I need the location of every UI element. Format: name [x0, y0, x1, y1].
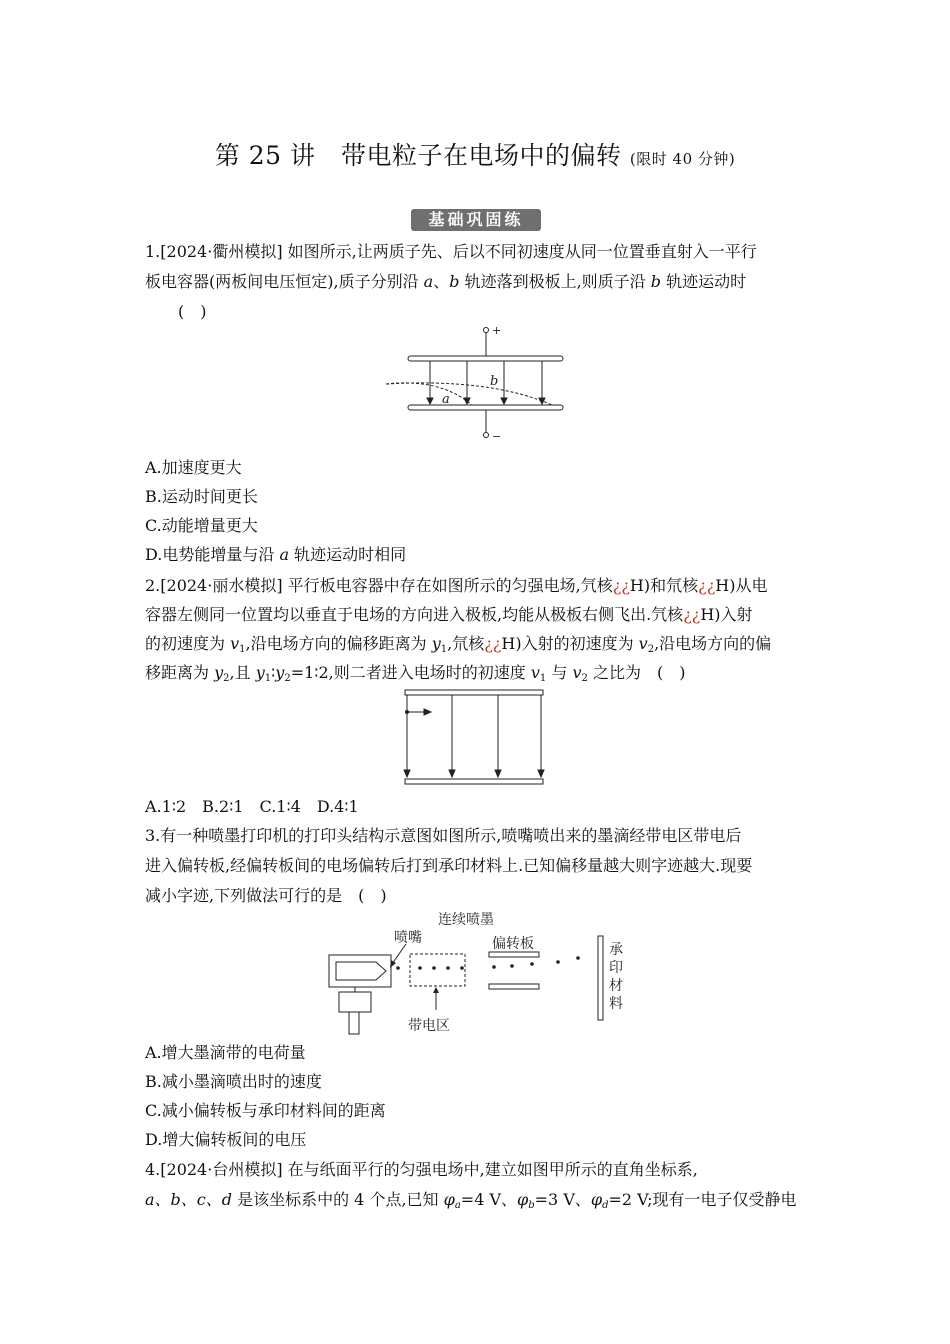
q3-option-c: C.减小偏转板与承印材料间的距离: [145, 1101, 386, 1120]
material-char-3: 材: [609, 978, 623, 994]
q3-option-a: A.增大墨滴带的电荷量: [145, 1043, 306, 1062]
title-time-limit: (限时 40 分钟): [629, 150, 736, 168]
q2-field-figure: [400, 688, 548, 788]
material-char-2: 印: [609, 960, 623, 976]
q3-option-b: B.减小墨滴喷出时的速度: [145, 1072, 322, 1091]
minus-sign: −: [492, 430, 502, 443]
q3-line-2: 进入偏转板,经偏转板间的电场偏转后打到承印材料上.已知偏移量越大则字迹越大.现要: [145, 856, 753, 875]
nozzle-label: 喷嘴: [394, 930, 422, 946]
q3-line-1: 3.有一种喷墨打印机的打印头结构示意图如图所示,喷嘴喷出来的墨滴经带电区带电后: [145, 826, 742, 845]
q1-option-a: A.加速度更大: [145, 458, 242, 477]
q3-inkjet-figure: [322, 906, 632, 1036]
charging-zone-label: 带电区: [408, 1018, 450, 1034]
q1-option-b: B.运动时间更长: [145, 487, 258, 506]
continuous-ink-label: 连续喷墨: [438, 912, 494, 928]
deflector-label: 偏转板: [492, 936, 534, 952]
q1-line-2: 板电容器(两板间电压恒定),质子分别沿 a、b 轨迹落到极板上,则质子沿 b 轨迹运动时: [145, 272, 747, 291]
q1-capacitor-figure: [380, 322, 570, 444]
page-title: [0, 136, 950, 172]
q1-option-c: C.动能增量更大: [145, 516, 258, 535]
material-char-4: 料: [609, 996, 623, 1012]
q2-line-2: 容器左侧同一位置均以垂直于电场的方向进入极板,均能从极板右侧飞出.氕核¿¿H)入射: [145, 605, 753, 624]
q3-option-d: D.增大偏转板间的电压: [145, 1130, 307, 1149]
plus-sign: +: [492, 324, 502, 337]
q4-line-1: 4.[2024·台州模拟] 在与纸面平行的匀强电场中,建立如图甲所示的直角坐标系,: [145, 1160, 698, 1179]
q2-line-3: 的初速度为 $v_1$,沿电场方向的偏移距离为 $y_1$,氘核¿¿H)入射的初速度为 $v_2$,沿电场方向的偏: [145, 634, 772, 655]
q1-line-1: 1.[2024·衢州模拟] 如图所示,让两质子先、后以不同初速度从同一位置垂直射入一平行: [145, 242, 757, 261]
label-b: b: [490, 374, 499, 389]
particle-dot: [405, 710, 409, 714]
trajectory-b: [386, 383, 552, 405]
title-main: 第 25 讲 带电粒子在电场中的偏转: [214, 141, 622, 170]
q3-line-3: 减小字迹,下列做法可行的是 ( ): [145, 886, 387, 905]
q2-options: A.1∶2 B.2∶1 C.1∶4 D.4∶1: [145, 797, 359, 816]
q1-answer-blank: ( ): [178, 302, 207, 321]
q2-line-4: 移距离为 $y_2$,且 $y_1∶y_2=1∶2$,则二者进入电场时的初速度 $v_1$ 与 $v_2$ 之比为 ( ): [145, 663, 686, 684]
q2-line-1: 2.[2024·丽水模拟] 平行板电容器中存在如图所示的匀强电场,氕核¿¿H)和氘核¿¿H)从电: [145, 576, 768, 595]
q4-line-2: a、b、c、d 是该坐标系中的 4 个点,已知 $\varphi_a=4$ V、$\varphi_b=3$ V、$\varphi_d=2$ V;现有一电子仅受静电: [145, 1190, 797, 1211]
material-char-1: 承: [609, 942, 623, 958]
label-a: a: [442, 392, 450, 407]
q1-option-d: D.电势能增量与沿 a 轨迹运动时相同: [145, 545, 407, 564]
section-badge: 基础巩固练: [411, 209, 541, 231]
